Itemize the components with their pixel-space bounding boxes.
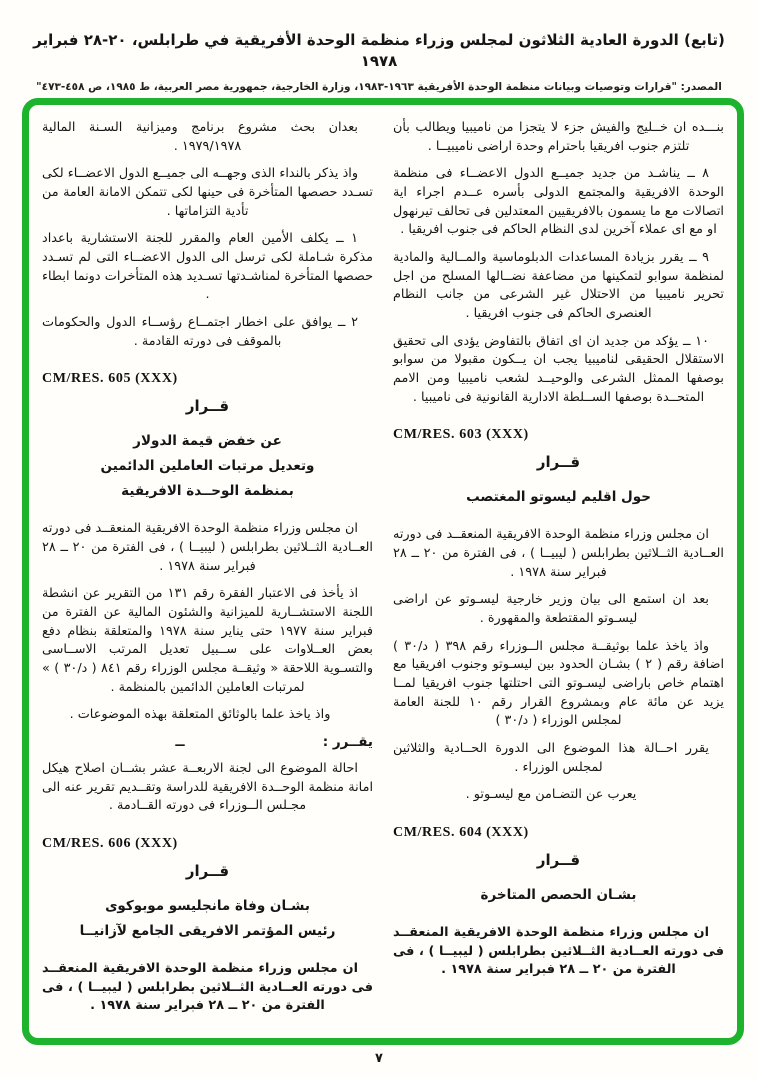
paragraph-clause-9: ٩ ــ يقرر بزيادة المساعدات الدبلوماسية والمــالية والمادية لمنظمة سوابو لتمكينها من مضاعفة نضــالها المسلح من اجل تحرير ناميبيا من الاحتلال غير الشرعى من جانب النظام العنصرى الحاكم فى جنوب افريقيا . bbox=[393, 250, 724, 322]
title-line: عن خفض قيمة الدولار bbox=[133, 433, 282, 450]
resolution-code-604: CM/RES. 604 (XXX) bbox=[393, 825, 529, 841]
resolution-code-605: CM/RES. 605 (XXX) bbox=[42, 371, 178, 387]
two-column-layout bbox=[42, 119, 724, 1030]
title-line: رئيس المؤتمر الافريقى الجامع لآزانيــا bbox=[79, 923, 336, 939]
column-left bbox=[42, 119, 373, 1030]
paragraph-clause-1: ١ ــ يكلف الأمين العام والمقرر للجنة الاستشارية باعداد مذكرة شـاملة لكى ترسل الى الدول الاعضــاء التى لم تسـدد حصصها المتأخرة لمناشـدتها تسـديد هذه المتأخرات دونما ابطاء . bbox=[42, 231, 373, 303]
resolution-heading: قــرار bbox=[536, 851, 581, 870]
resolution-code-606: CM/RES. 606 (XXX) bbox=[42, 836, 178, 852]
paragraph-clause-2: ٢ ــ يوافق على اخطار اجتمــاع رؤســاء الدول والحكومات بالموقف فى دورته القادمة . bbox=[42, 315, 358, 349]
resolution-title-604: بشـان الحصص المتاخرة bbox=[480, 887, 637, 904]
paragraph-clause-10: ١٠ ــ يؤكد من جديد ان اى اتفاق بالتفاوض يؤدى الى تحقيق الاستقلال الحقيقى لناميبيا يجب ان يــكون مقبولا من سوابو بوصفها الممثل الشرعى والوحيــد لشعب ناميبيا ومن الامم المتحــدة بوصفها الســلطة الادارية القانونية فى ناميبيا . bbox=[393, 333, 724, 405]
session-title: (تابع) الدورة العادية الثلاثون لمجلس وزراء منظمة الوحدة الأفريقية في طرابلس، ٢٠-٢٨ فبراير ١٩٧٨ bbox=[33, 31, 725, 70]
paragraph-council-session: ان مجلس وزراء منظمة الوحدة الافريقية المنعقــد فى دورته العــادية الثــلاثين بطرابلس ( ليبيــا ) ، فى الفترة من ٢٠ ــ ٢٨ فبراير سنة ١٩٧٨ . bbox=[42, 960, 373, 1014]
resolution-heading: قــرار bbox=[185, 862, 230, 881]
paragraph-committee-referral: احالة الموضوع الى لجنة الاربعــة عشر بشــان اصلاح هيكل امانة منظمة الوحــدة الافريقية للدراسة وتقــديم تقرير عنه الى مجـلس الــوزراء فى دورته القــادمة . bbox=[42, 761, 373, 814]
paragraph-refer-session: يقرر احــالة هذا الموضوع الى الدورة الحــادية والثلاثين لمجلس الوزراء . bbox=[393, 741, 709, 775]
resolution-code-603: CM/RES. 603 (XXX) bbox=[393, 427, 529, 443]
title-line: بشـان وفاة مانجليسو موبوكوى bbox=[105, 898, 310, 915]
paragraph-report-131: اذ يأخذ فى الاعتبار الفقرة رقم ١٣١ من التقرير عن انشطة اللجنة الاستشــارية للميزانية والشئون المالية عن الفترة من فبراير سنة ١٩٧٧ حتى يناير سنة ١٩٧٨ والمتعلقة بنظام دفع بعض العــلاوات على ســبيل تعديل المرتب الاســاسى والتسـوية اللاحقة « وثيقــة مجلس الوزراء رقم ٨٤١ ( د/٣٠ ) » لمرتبات العاملين الدائمين بالمنظمة . bbox=[42, 586, 373, 695]
title-line: بمنظمة الوحــدة الافريقية bbox=[121, 483, 294, 500]
resolution-heading: قــرار bbox=[536, 453, 581, 472]
source-citation: المصدر: "قرارات وتوصيات وبيانات منظمة الوحدة الأفريقية ١٩٦٣-١٩٨٣، وزارة الخارجية، جمهورية مصر العربية، ط ١٩٨٥، ص ٤٥٨-٤٧٣" bbox=[36, 81, 722, 93]
green-border-frame bbox=[22, 98, 744, 1045]
paragraph-lesotho-statement: بعد ان استمع الى بيان وزير خارجية ليسـوتو عن اراضى ليسـوتو المقتطعة والمقهورة . bbox=[393, 592, 709, 627]
page-number: ٧ bbox=[375, 1051, 383, 1066]
decree-dash: ــ bbox=[175, 734, 185, 751]
resolution-title-605 bbox=[42, 429, 373, 504]
paragraph-documents-note: واذ ياخذ علما بالوثائق المتعلقة بهذه الموضوعات . bbox=[69, 707, 331, 723]
title-line: وتعديل مرتبات العاملين الدائمين bbox=[100, 458, 315, 475]
paragraph-council-session: ان مجلس وزراء منظمة الوحدة الافريقية المنعقــد فى دورته العــادية الثــلاثين بطرابلس ( ليبيــا ) ، فى الفترة من ٢٠ ــ ٢٨ فبراير سنة ١٩٧٨ . bbox=[42, 521, 373, 574]
paragraph-solidarity: يعرب عن التضـامن مع ليسـوتو . bbox=[465, 787, 637, 803]
paragraph-namibia-continuation: بنـــده ان خــليج والفيش جزء لا يتجزا من ناميبيا ويطالب بأن تلتزم جنوب افريقيا باحترام وحدة اراضى ناميبيــا . bbox=[393, 120, 724, 154]
decree-word: يقــرر : bbox=[318, 734, 373, 751]
page-header bbox=[0, 30, 758, 93]
paragraph-lesotho-document: واذ ياخذ علما بوثيقــة مجلس الــوزراء رقم ٣٩٨ ( د/٣٠ ) اضافة رقم ( ٢ ) بشـان الحدود بين ليسـوتو وجنوب افريقيا مع اهتمام خاص باراضى ليسـوتو التى احتلتها جنوب افريقيا لمــا يزيد عن مائة عام وبمشروع القرار رقم ١٠ للجنة العامة لمجلس الوزراء ( د/٣٠ ) bbox=[393, 638, 725, 729]
paragraph-arrears-appeal: واذ يذكر بالنداء الذى وجهــه الى جميــع الدول الاعضــاء لكى تسـدد حصصها المتأخرة فى حينها لكى تتمكن الامانة العامة من تأدية التزاماتها . bbox=[42, 166, 373, 219]
column-right bbox=[393, 119, 724, 1030]
resolution-heading: قــرار bbox=[185, 397, 230, 416]
paragraph-budget: بعدان بحث مشروع برنامج وميزانية السـنة المالية ١٩٧٩/١٩٧٨ . bbox=[42, 120, 358, 154]
resolution-title-606 bbox=[42, 894, 373, 944]
resolution-title-603: حول اقليم ليسوتو المغتصب bbox=[466, 489, 651, 506]
decree-line bbox=[42, 734, 373, 750]
paragraph-council-session: ان مجلس وزراء منظمة الوحدة الافريقية المنعقــد فى دورته العــادية الثــلاثين بطرابلس ( ليبيــا ) ، فى الفترة من ٢٠ ــ ٢٨ فبراير سنة ١٩٧٨ . bbox=[393, 527, 724, 580]
paragraph-council-session: ان مجلس وزراء منظمة الوحدة الافريقية المنعقــد فى دورته العــادية الثــلاثين بطرابلس ( ليبيــا ) ، فى الفترة من ٢٠ ــ ٢٨ فبراير سنة ١٩٧٨ . bbox=[393, 925, 724, 978]
paragraph-clause-8: ٨ ــ يناشـد من جديد جميــع الدول الاعضــاء فى منظمة الوحدة الافريقية والمجتمع الدولى بأسره عــدم اجراء اية اتصالات مع ما يسمون بالافريقيين المعتدلين فى تحالف تيرنهول او مع اى عملاء آخرين لدى النظام الحاكم فى جنوب افريقيا . bbox=[393, 166, 724, 238]
